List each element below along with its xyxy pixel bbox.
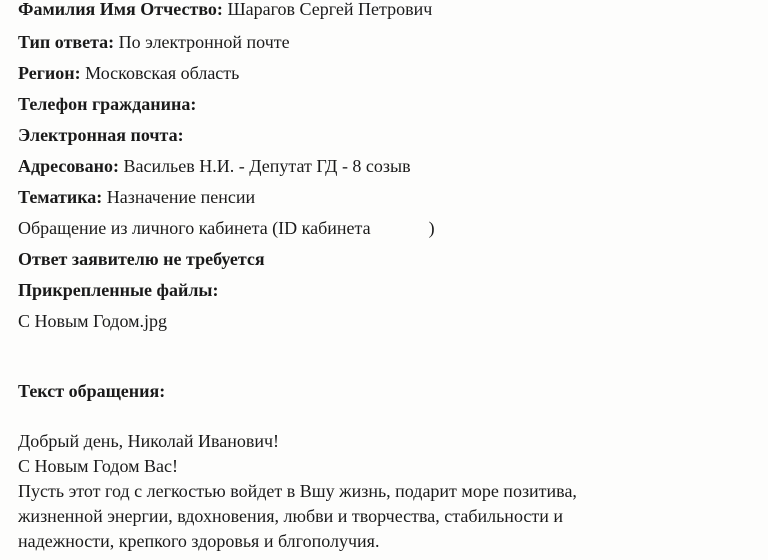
full-name-value: Шарагов Сергей Петрович	[227, 0, 433, 19]
email-field	[18, 124, 184, 146]
region-value: Московская область	[85, 63, 240, 83]
topic-value: Назначение пенсии	[106, 187, 256, 207]
message-line: С Новым Годом Вас!	[18, 456, 178, 476]
response-type-value: По электронной почте	[118, 32, 290, 52]
message-line: Добрый день, Николай Иванович!	[18, 431, 280, 451]
region-field	[18, 62, 239, 84]
addressed-to-value: Васильев Н.И. - Депутат ГД - 8 созыв	[123, 156, 411, 176]
addressed-to-label: Адресовано:	[18, 156, 119, 176]
topic-field	[18, 186, 255, 208]
attachment-file[interactable]	[18, 310, 167, 332]
full-name-label: Фамилия Имя Отчество:	[18, 0, 223, 19]
message-line: жизненной энергии, вдохновения, любви и творчества, стабильности и	[18, 506, 564, 526]
attachment-file-name[interactable]: С Новым Годом.jpg	[18, 311, 168, 331]
no-answer-required: Ответ заявителю не требуется	[18, 249, 265, 269]
response-type-label: Тип ответа:	[18, 32, 115, 52]
topic-label: Тематика:	[18, 187, 103, 207]
message-label-line	[18, 380, 165, 402]
cabinet-suffix: )	[428, 218, 435, 238]
attachments-label-line	[18, 279, 218, 301]
phone-label: Телефон гражданина:	[18, 94, 197, 114]
response-type-field	[18, 31, 290, 53]
email-label: Электронная почта:	[18, 125, 184, 145]
message-line: Пусть этот год с легкостью войдет в Вшу жизнь, подарит море позитива,	[18, 481, 577, 501]
message-label: Текст обращения:	[18, 381, 166, 401]
cabinet-line	[18, 217, 435, 239]
addressed-to-field	[18, 155, 411, 177]
cabinet-prefix: Обращение из личного кабинета (ID кабинета	[18, 218, 371, 238]
full-name-field	[18, 0, 432, 20]
message-line: надежности, крепкого здоровья и блгополучия.	[18, 531, 380, 551]
phone-field	[18, 93, 196, 115]
region-label: Регион:	[18, 63, 81, 83]
attachments-label: Прикрепленные файлы:	[18, 280, 219, 300]
